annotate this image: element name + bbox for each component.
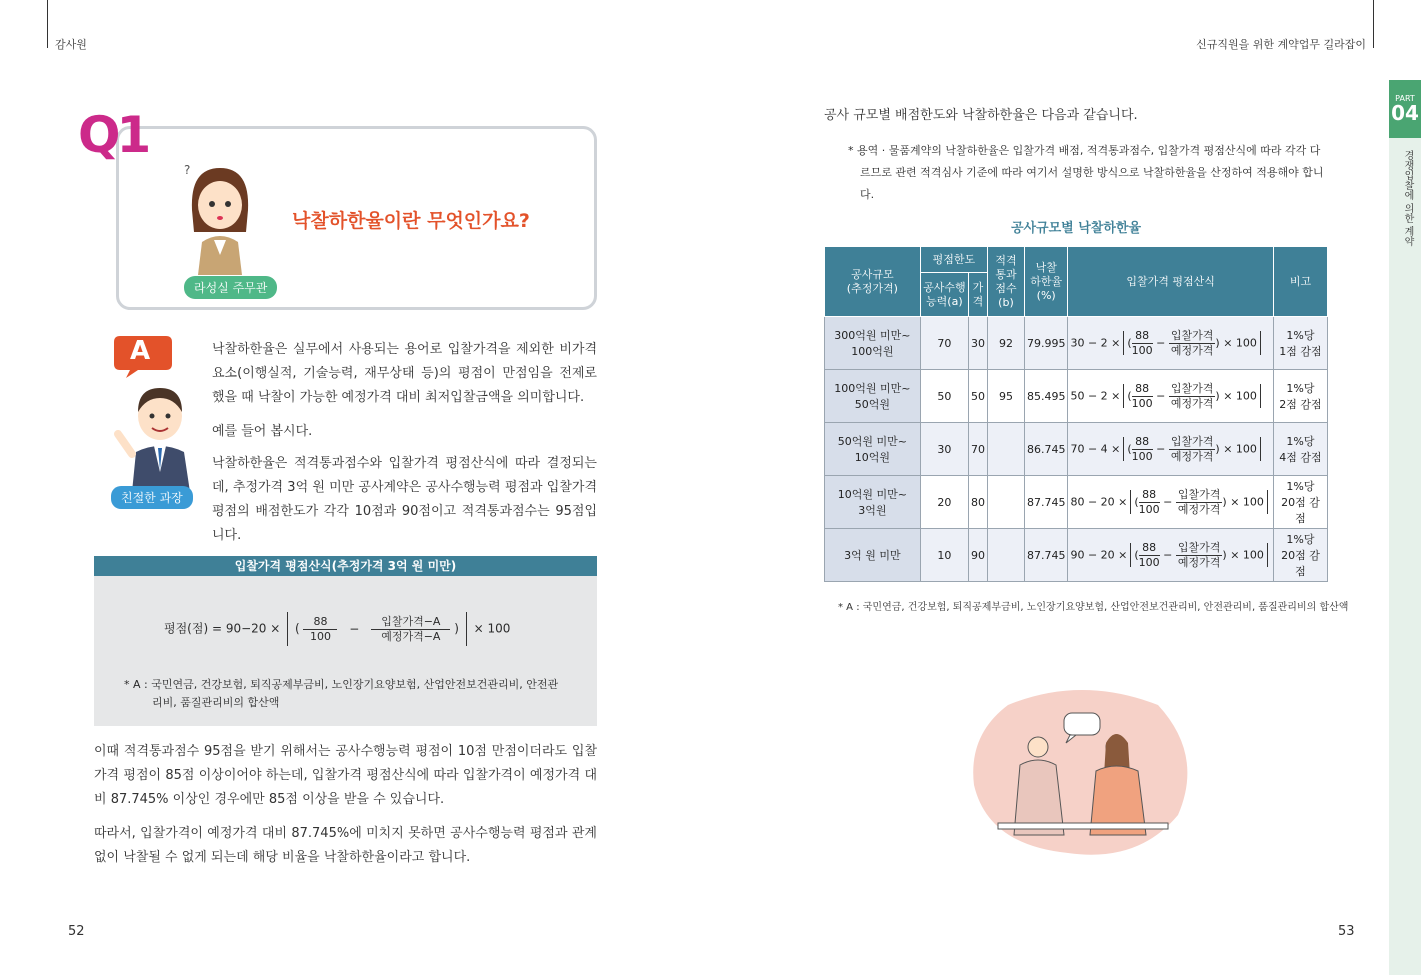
- th-limit: 평점한도: [920, 247, 987, 273]
- fraction-den: 100: [1131, 449, 1153, 463]
- cell-scale: 100억원 미만~ 50억원: [825, 370, 921, 423]
- cell-rate: 85.495: [1024, 370, 1068, 423]
- fraction-den: 예정가격: [1170, 343, 1214, 357]
- cell-ability: 30: [920, 423, 968, 476]
- th-rate: 낙찰 하한율 (%): [1024, 247, 1068, 317]
- bottom-paragraph-1: 이때 적격통과점수 95점을 받기 위해서는 공사수행능력 평점이 10점 만점이더라도 입찰가격 평점이 85점 이상이어야 하는데, 입찰가격 평점산식에 따라 입찰가격이 예정가격 대비 87.745% 이상인 경우에만 85점 이상을 받을 수 있습니다.: [94, 744, 597, 807]
- fraction-num: 입찰가격: [1170, 434, 1214, 448]
- abs-bar-open: [287, 612, 288, 646]
- fraction-num: 입찰가격: [1177, 487, 1221, 501]
- th-remark: 비고: [1273, 247, 1327, 317]
- chapter-label: 경쟁입찰에 의한 계약: [1402, 150, 1413, 247]
- cell-remark: 1%당 4점 감점: [1273, 423, 1327, 476]
- fraction-bid-price: [1176, 541, 1223, 570]
- header-rule-left: [47, 0, 48, 48]
- fraction-num: 88: [1132, 382, 1153, 397]
- page-number-right: 53: [1338, 924, 1355, 939]
- fraction-num: 88: [1139, 541, 1160, 556]
- fraction-den: 예정가격: [1170, 396, 1214, 410]
- formula-tail: × 100: [1223, 442, 1257, 455]
- fraction-den: 100: [1131, 343, 1153, 357]
- cell-rate: 87.745: [1024, 529, 1068, 582]
- fraction-num: 입찰가격: [1177, 540, 1221, 554]
- header-rule-right: [1373, 0, 1374, 48]
- cell-rate: 87.745: [1024, 476, 1068, 529]
- fraction-88-100: [1132, 382, 1153, 411]
- fraction-88-100: [1139, 541, 1160, 570]
- right-note: * 용역 · 물품계약의 낙찰하한율은 입찰가격 배점, 적격통과점수, 입찰가격 평점산식에 따라 각각 다르므로 관련 적격심사 기준에 따라 여기서 설명한 방식으로 낙찰하한율을 산정하여 적용해야 합니다.: [848, 144, 1324, 201]
- table-title: 공사규모별 낙찰하한율: [1010, 221, 1142, 236]
- fraction-bid-price: [371, 615, 450, 644]
- cell-rate: 86.745: [1024, 423, 1068, 476]
- fraction-den: 100: [309, 629, 331, 643]
- q1-badge: Q1: [78, 106, 148, 164]
- cell-formula: 30 − 2 × ( $\frac{88}{100}$ − $\frac{\text{입찰가격}}{\text{예정가격}}$ ) × 100: [1068, 317, 1273, 370]
- formula-prefix: 50 − 2 ×: [1070, 389, 1121, 402]
- cell-remark: 1%당 1점 감점: [1273, 317, 1327, 370]
- cell-price: 50: [968, 370, 987, 423]
- cell-ability: 10: [920, 529, 968, 582]
- page-number-left: 52: [68, 924, 85, 939]
- formula-tail: × 100: [1223, 336, 1257, 349]
- responder-tag: 친절한 과장: [111, 486, 193, 509]
- cell-price: 80: [968, 476, 987, 529]
- th-pass: 적격 통과 점수 (b): [987, 247, 1024, 317]
- cell-price: 90: [968, 529, 987, 582]
- answer-paragraph-1: 낙찰하한율은 실무에서 사용되는 용어로 입찰가격을 제외한 비가격요소(이행실적, 기술능력, 재무상태 등)의 평점이 만점임을 전제로 했을 때 낙찰이 가능한 예정가격 대비 최저입찰금액을 의미합니다.: [212, 342, 597, 405]
- fraction-num: 88: [1139, 488, 1160, 503]
- question-title: 낙찰하한율이란 무엇인가요?: [292, 210, 530, 232]
- fraction-num: 88: [1132, 435, 1153, 450]
- formula-times: × 100: [473, 621, 511, 636]
- fraction-num: 88: [1132, 329, 1153, 344]
- cell-remark: 1%당 20점 감점: [1273, 476, 1327, 529]
- formula-paren-open: (: [294, 621, 300, 636]
- cell-scale: 300억원 미만~ 100억원: [825, 317, 921, 370]
- cell-remark: 1%당 20점 감점: [1273, 529, 1327, 582]
- fraction-den: 100: [1138, 502, 1160, 516]
- table-note: * A : 국민연금, 건강보험, 퇴직공제부금비, 노인장기요양보험, 산업안전보건관리비, 안전관리비, 품질관리비의 합산액: [838, 602, 1349, 613]
- fraction-den: 예정가격−A: [381, 629, 441, 643]
- fraction-bid-price: [1169, 329, 1216, 358]
- formula-prefix: 30 − 2 ×: [1070, 336, 1121, 349]
- table-row: [825, 476, 1328, 529]
- cell-ability: 20: [920, 476, 968, 529]
- cell-formula: 80 − 20 × ( $\frac{88}{100}$ − $\frac{\text{입찰가격}}{\text{예정가격}}$ ) × 100: [1068, 476, 1273, 529]
- th-scale: 공사규모 (추정가격): [825, 247, 921, 317]
- abs-bar: [1267, 490, 1268, 514]
- formula-prefix: 70 − 4 ×: [1070, 442, 1121, 455]
- answer-badge: A: [130, 336, 151, 366]
- cell-formula: 90 − 20 × ( $\frac{88}{100}$ − $\frac{\text{입찰가격}}{\text{예정가격}}$ ) × 100: [1068, 529, 1273, 582]
- fraction-den: 100: [1131, 396, 1153, 410]
- table-row: [825, 317, 1328, 370]
- part-label: PART: [1395, 94, 1415, 103]
- cell-scale: 50억원 미만~ 10억원: [825, 423, 921, 476]
- table-row: [825, 529, 1328, 582]
- right-intro: 공사 규모별 배점한도와 낙찰하한율은 다음과 같습니다.: [824, 108, 1138, 123]
- table-row: [825, 370, 1328, 423]
- bid-rate-table: [824, 246, 1328, 582]
- cell-price: 30: [968, 317, 987, 370]
- abs-bar-close: [466, 612, 467, 646]
- answer-paragraph-2: 예를 들어 봅시다.: [212, 424, 313, 439]
- formula-note: * A : 국민연금, 건강보험, 퇴직공제부금비, 노인장기요양보험, 산업안전보건관리비, 안전관리비, 품질관리비의 합산액: [124, 678, 559, 709]
- fraction-num: 입찰가격: [1170, 328, 1214, 342]
- cell-pass: 92: [987, 317, 1024, 370]
- cell-scale: 10억원 미만~ 3억원: [825, 476, 921, 529]
- fraction-88-100: [1139, 488, 1160, 517]
- answer-paragraph-3: 낙찰하한율은 적격통과점수와 입찰가격 평점산식에 따라 결정되는데, 추정가격 3억 원 미만 공사계약은 공사수행능력 평점과 입찰가격 평점의 배점한도가 각각 10점과 90점이고 적격통과점수는 95점입니다.: [212, 456, 597, 543]
- fraction-den: 100: [1138, 555, 1160, 569]
- cell-remark: 1%당 2점 감점: [1273, 370, 1327, 423]
- cell-pass: [987, 423, 1024, 476]
- formula-prefix: 80 − 20 ×: [1070, 495, 1128, 508]
- abs-bar: [1130, 490, 1131, 514]
- formula-box: [94, 576, 597, 726]
- woman-character-illustration: [180, 160, 260, 275]
- th-ability: 공사수행 능력(a): [920, 273, 968, 317]
- fraction-den: 예정가격: [1177, 502, 1221, 516]
- abs-bar: [1260, 384, 1261, 408]
- cell-formula: 50 − 2 × ( $\frac{88}{100}$ − $\frac{\text{입찰가격}}{\text{예정가격}}$ ) × 100: [1068, 370, 1273, 423]
- header-right: 신규직원을 위한 계약업무 길라잡이: [1196, 38, 1366, 51]
- header-left: 감사원: [55, 38, 87, 51]
- fraction-88-100: [303, 615, 337, 644]
- formula-tail: × 100: [1223, 389, 1257, 402]
- cell-scale: 3억 원 미만: [825, 529, 921, 582]
- abs-bar: [1260, 331, 1261, 355]
- fraction-88-100: [1132, 435, 1153, 464]
- fraction-den: 예정가격: [1177, 555, 1221, 569]
- cell-ability: 70: [920, 317, 968, 370]
- abs-bar: [1123, 384, 1124, 408]
- cell-pass: [987, 476, 1024, 529]
- formula-tail: × 100: [1230, 548, 1264, 561]
- asker-tag: 라성실 주무관: [184, 276, 277, 299]
- fraction-num: 입찰가격: [1170, 381, 1214, 395]
- fraction-den: 예정가격: [1170, 449, 1214, 463]
- fraction-88-100: [1132, 329, 1153, 358]
- fraction-num: 88: [303, 615, 337, 630]
- abs-bar: [1123, 331, 1124, 355]
- abs-bar: [1267, 543, 1268, 567]
- cell-pass: [987, 529, 1024, 582]
- fraction-num: 입찰가격−A: [371, 615, 450, 630]
- cell-price: 70: [968, 423, 987, 476]
- meeting-illustration: [968, 685, 1194, 857]
- formula-tail: × 100: [1230, 495, 1264, 508]
- fraction-bid-price: [1169, 382, 1216, 411]
- fraction-bid-price: [1169, 435, 1216, 464]
- cell-formula: 70 − 4 × ( $\frac{88}{100}$ − $\frac{\text{입찰가격}}{\text{예정가격}}$ ) × 100: [1068, 423, 1273, 476]
- th-price: 가 격: [968, 273, 987, 317]
- abs-bar: [1130, 543, 1131, 567]
- cell-ability: 50: [920, 370, 968, 423]
- fraction-bid-price: [1176, 488, 1223, 517]
- abs-bar: [1260, 437, 1261, 461]
- bottom-paragraph-2: 따라서, 입찰가격이 예정가격 대비 87.745%에 미치지 못하면 공사수행능력 평점과 관계없이 낙찰될 수 없게 되는데 해당 비율을 낙찰하한율이라고 합니다.: [94, 826, 597, 865]
- cell-pass: 95: [987, 370, 1024, 423]
- formula-minus: −: [349, 621, 360, 636]
- svg-text:?: ?: [184, 163, 191, 177]
- table-row: [825, 423, 1328, 476]
- formula-lhs: 평점(점) = 90−20 ×: [164, 621, 281, 636]
- formula-expression: [164, 612, 510, 646]
- abs-bar: [1123, 437, 1124, 461]
- formula-prefix: 90 − 20 ×: [1070, 548, 1128, 561]
- cell-rate: 79.995: [1024, 317, 1068, 370]
- formula-paren-close: ): [454, 621, 459, 636]
- th-formula: 입찰가격 평점산식: [1068, 247, 1273, 317]
- man-character-illustration: [112, 382, 202, 492]
- part-number: 04: [1391, 101, 1419, 125]
- part-tab[interactable]: [1389, 80, 1421, 138]
- formula-title-bar: 입찰가격 평점산식(추정가격 3억 원 미만): [94, 556, 597, 576]
